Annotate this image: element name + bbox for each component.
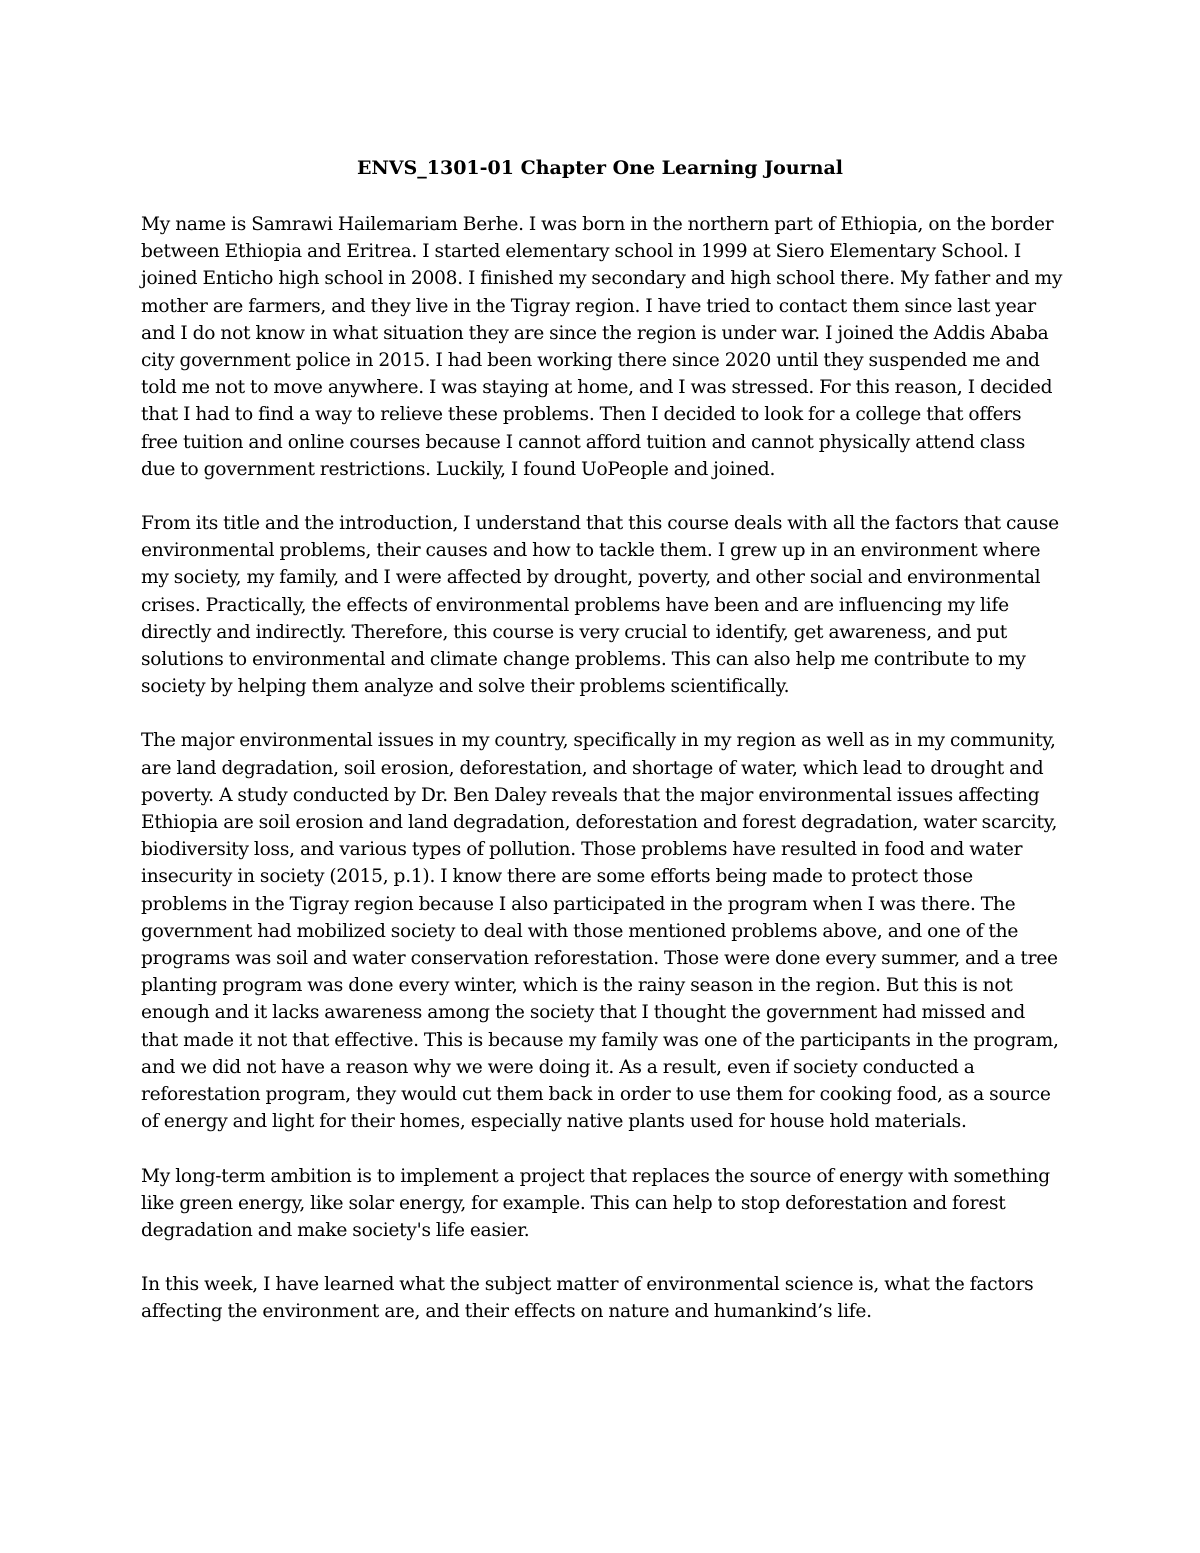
- paragraph-course-understanding: From its title and the introduction, I understand that this course deals with all the factors that cause environmental problems, their causes and how to tackle them. I grew up in an environment where my society, my family, and I were affected by drought, poverty, and other social and environmental crises. Practically, the effects of environmental problems have been and are influencing my life directly and indirectly. Therefore, this course is very crucial to identify, get awareness, and put solutions to environmental and climate change problems. This can also help me contribute to my society by helping them analyze and solve their problems scientifically.: [141, 513, 1059, 698]
- paragraph-environmental-issues: The major environmental issues in my country, specifically in my region as well as in my community, are land degradation, soil erosion, deforestation, and shortage of water, which lead to drought and poverty. A study conducted by Dr. Ben Daley reveals that the major environmental issues affecting Ethiopia are soil erosion and land degradation, deforestation and forest degradation, water scarcity, biodiversity loss, and various types of pollution. Those problems have resulted in food and water insecurity in society (2015, p.1). I know there are some efforts being made to protect those problems in the Tigray region because I also participated in the program when I was there. The government had mobilized society to deal with those mentioned problems above, and one of the programs was soil and water conservation reforestation. Those were done every summer, and a tree planting program was done every winter, which is the rainy season in the region. But this is not enough and it lacks awareness among the society that I thought the government had missed and that made it not that effective. This is because my family was one of the participants in the program, and we did not have a reason why we were doing it. As a result, even if society conducted a reforestation program, they would cut them back in order to use them for cooking food, as a source of energy and light for their homes, especially native plants used for house hold materials.: [141, 730, 1059, 1133]
- document-title: ENVS_1301-01 Chapter One Learning Journal: [356, 157, 844, 179]
- paragraph-ambition: My long-term ambition is to implement a project that replaces the source of energy with something like green energy, like solar energy, for example. This can help to stop deforestation and forest degradation and make society's life easier.: [141, 1165, 1050, 1241]
- paragraph-introduction: My name is Samrawi Hailemariam Berhe. I was born in the northern part of Ethiopia, on the border between Ethiopia and Eritrea. I started elementary school in 1999 at Siero Elementary School. I joined Enticho high school in 2008. I finished my secondary and high school there. My father and my mother are farmers, and they live in the Tigray region. I have tried to contact them since last year and I do not know in what situation they are since the region is under war. I joined the Addis Ababa city government police in 2015. I had been working there since 2020 until they suspended me and told me not to move anywhere. I was staying at home, and I was stressed. For this reason, I decided that I had to find a way to relieve these problems. Then I decided to look for a college that offers free tuition and online courses because I cannot afford tuition and cannot physically attend class due to government restrictions. Luckily, I found UoPeople and joined.: [141, 214, 1063, 480]
- paragraph-weekly-learning: In this week, I have learned what the subject matter of environmental science is, what the factors affecting the environment are, and their effects on nature and humankind’s life.: [141, 1274, 1034, 1323]
- document-body: [141, 211, 1063, 1353]
